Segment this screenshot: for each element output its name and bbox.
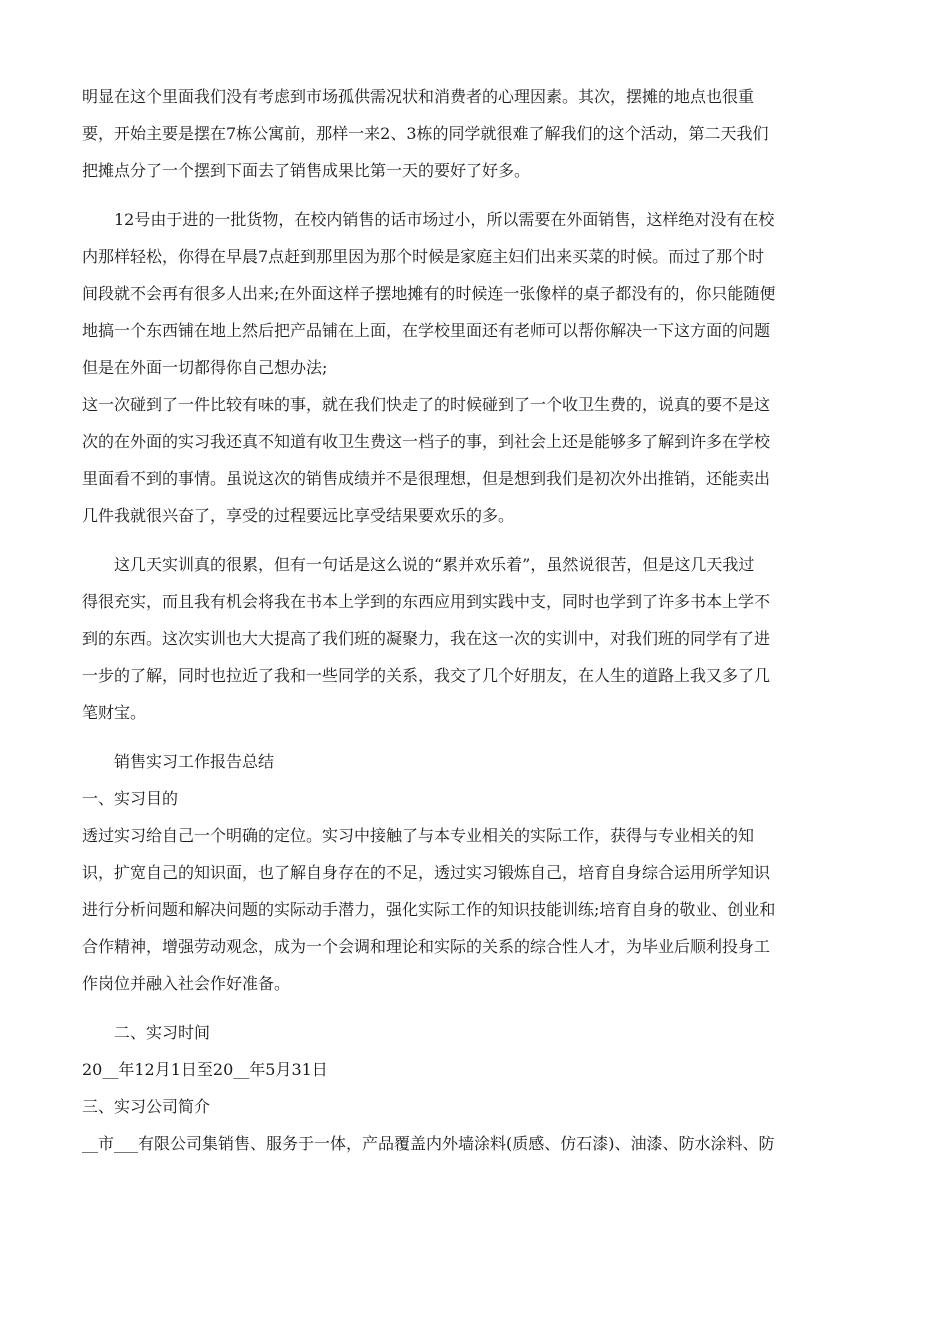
text-line: 进行分析问题和解决问题的实际动手潜力，强化实际工作的知识技能训练;培育自身的敬业、创业和 (82, 900, 776, 919)
text-line: 这几天实训真的很累，但有一句话是这么说的“累并欢乐着”，虽然说很苦，但是这几天我过 (114, 555, 755, 574)
text-line: 间段就不会再有很多人出来;在外面这样子摆地摊有的时候连一张像样的桌子都没有的，你只能随便 (82, 284, 776, 303)
section-heading: 一、实习目的 (82, 789, 179, 808)
text-line: 次的在外面的实习我还真不知道有收卫生费这一档子的事，到社会上还是能够多了解到许多在学校 (82, 432, 771, 451)
text-line: 几件我就很兴奋了，享受的过程要远比享受结果要欢乐的多。 (82, 506, 515, 525)
text-line: 但是在外面一切都得你自己想办法; (82, 358, 328, 377)
text-line: 这一次碰到了一件比较有味的事，就在我们快走了的时候碰到了一个收卫生费的，说真的要不是这 (82, 395, 771, 414)
paragraph (82, 546, 872, 731)
paragraph (82, 386, 872, 534)
text-line: 到的东西。这次实训也大大提高了我们班的凝聚力，我在这一次的实训中，对我们班的同学有了进 (82, 629, 771, 648)
paragraph (82, 817, 872, 1002)
text-line: 地搞一个东西铺在地上然后把产品铺在上面，在学校里面还有老师可以帮你解决一下这方面的问题 (82, 321, 771, 340)
text-line: 里面看不到的事情。虽说这次的销售成绩并不是很理想，但是想到我们是初次外出推销，还能卖出 (82, 469, 771, 488)
text-line: 内那样轻松，你得在早晨7点赶到那里因为那个时候是家庭主妇们出来买菜的时候。而过了那个时 (82, 247, 765, 266)
text-line: 12号由于进的一批货物，在校内销售的话市场过小，所以需要在外面销售，这样绝对没有在校 (114, 210, 775, 229)
text-line: 合作精神，增强劳动观念，成为一个会调和理论和实际的关系的综合性人才，为毕业后顺利投身工 (82, 937, 771, 956)
section-heading: 二、实习时间 (114, 1023, 211, 1042)
text-line: 把摊点分了一个摆到下面去了销售成果比第一天的要好了好多。 (82, 161, 531, 180)
text-line: 要，开始主要是摆在7栋公寓前，那样一来2、3栋的同学就很难了解我们的这个活动，第二天我们 (82, 124, 769, 143)
paragraph (82, 78, 872, 189)
text-line: 一步的了解，同时也拉近了我和一些同学的关系，我交了几个好朋友，在人生的道路上我又多了几 (82, 666, 771, 685)
text-line: 得很充实，而且我有机会将我在书本上学到的东西应用到实践中支，同时也学到了许多书本上学不 (82, 592, 771, 611)
text-line: 笔财宝。 (82, 703, 147, 722)
section-heading: 三、实习公司简介 (82, 1097, 211, 1116)
date-range: 20__年12月1日至20__年5月31日 (82, 1060, 328, 1079)
text-line: 作岗位并融入社会作好准备。 (82, 974, 291, 993)
text-line: 识，扩宽自己的知识面，也了解自身存在的不足，透过实习锻炼自己，培育自身综合运用所学知识 (82, 863, 771, 882)
text-line: __市___有限公司集销售、服务于一体，产品覆盖内外墙涂料(质感、仿石漆)、油漆、防水涂料、防 (82, 1134, 775, 1153)
text-line: 透过实习给自己一个明确的定位。实习中接触了与本专业相关的实际工作，获得与专业相关的知 (82, 826, 755, 845)
document-page (82, 78, 872, 1162)
text-line: 明显在这个里面我们没有考虑到市场孤供需况状和消费者的心理因素。其次，摆摊的地点也很重 (82, 87, 755, 106)
paragraph (82, 201, 872, 386)
section-title: 销售实习工作报告总结 (114, 752, 275, 771)
